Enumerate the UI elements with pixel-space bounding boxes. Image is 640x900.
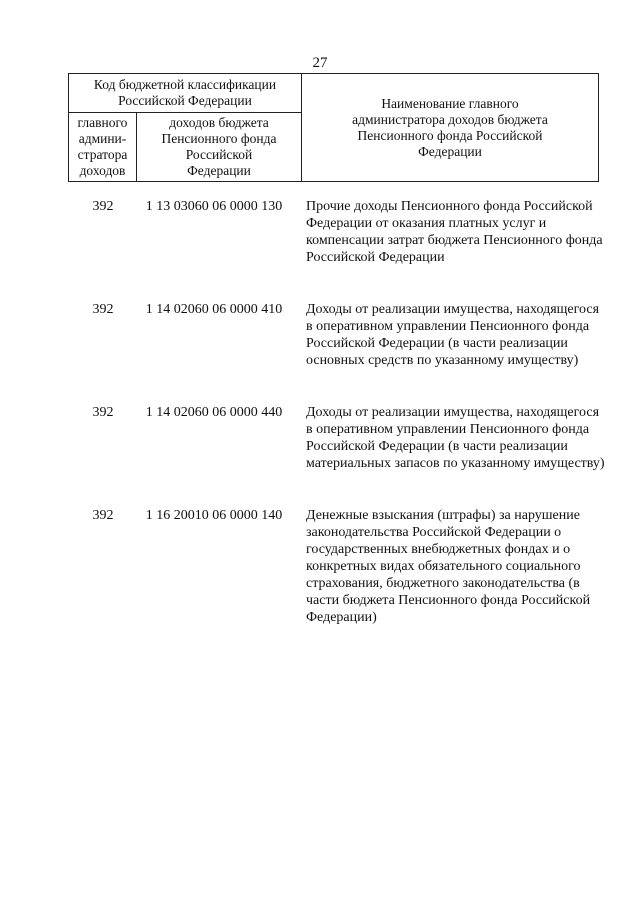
header-income-cell — [136, 112, 302, 182]
row-name: Денежные взыскания (штрафы) за нарушение законодательства Российской Федерации о государственных внебюджетных фондах и о конкретных видах обязательного социального страхования, бюджетного законодательства (в части бюджета Пенсионного фонда Российской Федерации) — [306, 508, 591, 625]
row-income-code: 1 14 02060 06 0000 440 — [145, 405, 283, 420]
row-name: Прочие доходы Пенсионного фонда Российской Федерации от оказания платных услуг и компенсации затрат бюджета Пенсионного фонда Российской Федерации — [306, 199, 603, 265]
row-admin-code: 392 — [92, 302, 114, 317]
header-group-label: Код бюджетной классификации Российской Федерации — [93, 77, 277, 108]
header-group-cell — [68, 73, 302, 113]
row-income-code: 1 16 20010 06 0000 140 — [145, 508, 283, 523]
row-income-code: 1 13 03060 06 0000 130 — [145, 199, 283, 214]
header-admin-cell — [68, 112, 137, 182]
header-name-label: Наименование главного администратора доходов бюджета Пенсионного фонда Российской Федерации — [352, 95, 548, 159]
row-name: Доходы от реализации имущества, находящегося в оперативном управлении Пенсионного фонда Российской Федерации (в части реализации материальных запасов по указанному имуществу) — [306, 405, 605, 471]
row-admin-code: 392 — [92, 508, 114, 523]
row-admin-code: 392 — [92, 199, 114, 214]
header-name-cell — [301, 73, 599, 182]
header-admin-label: главного админи-стратора доходов — [77, 115, 128, 178]
page-number: 27 — [312, 55, 328, 71]
row-admin-code: 392 — [92, 405, 114, 420]
header-income-label: доходов бюджета Пенсионного фонда Российской Федерации — [161, 115, 277, 178]
row-income-code: 1 14 02060 06 0000 410 — [145, 302, 283, 317]
row-name: Доходы от реализации имущества, находящегося в оперативном управлении Пенсионного фонда Российской Федерации (в части реализации основных средств по указанному имуществу) — [306, 302, 600, 368]
